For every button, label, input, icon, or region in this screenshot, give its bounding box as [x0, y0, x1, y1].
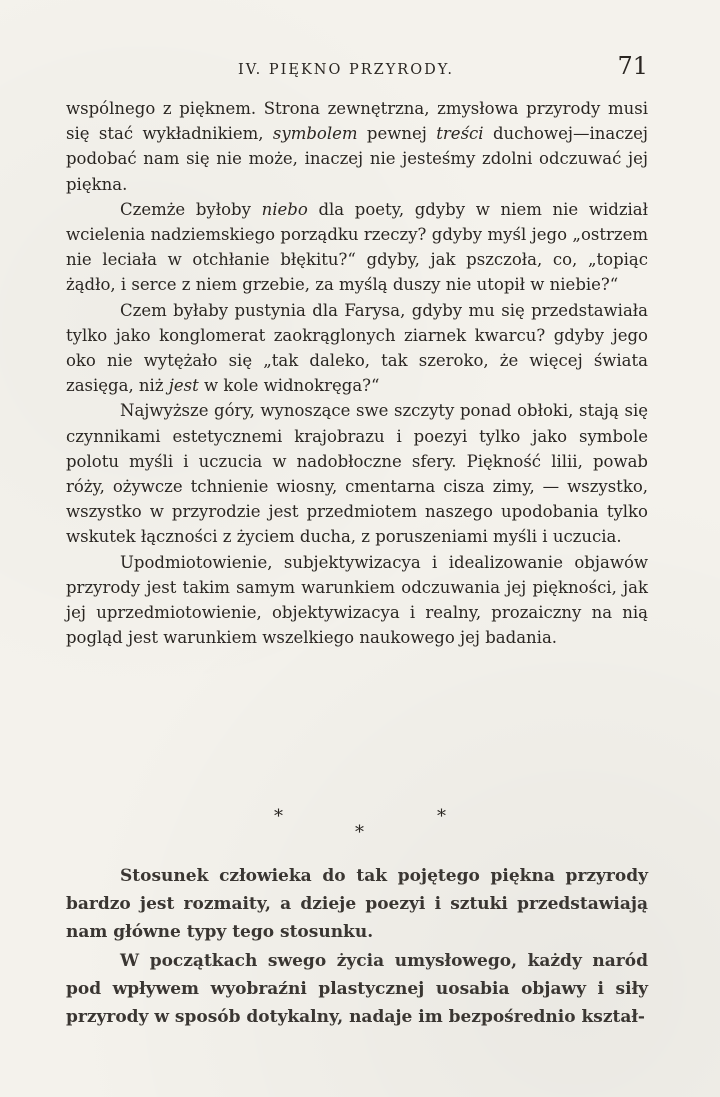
divider-star: * [437, 806, 446, 827]
text-run: Czem byłaby pustynia dla Farysa, gdyby mu się przedstawiała tylko jako konglomerat zaokrąglonych ziarnek kwarcu? gdyby jego oko nie wytężało się „tak daleko, tak szeroko, że więcej świata zasięga, niż [66, 300, 648, 396]
paragraph [66, 298, 648, 399]
text-run: w kole widnokręga?“ [198, 376, 380, 396]
lower-text [66, 862, 648, 1031]
page-number: 71 [617, 52, 648, 80]
paragraph: W początkach swego życia umysłowego, każdy naród pod wpływem wyobraźni plastycznej uosabia objawy i siły przyrody w sposób dotykalny, nadaje im bezpośrednio kształ- [66, 950, 648, 1028]
italic-text: niebo [261, 199, 308, 219]
italic-text: treści [436, 124, 484, 144]
text-run: wspólnego z pięknem. Strona zewnętrzna, zmysłowa przyrody musi się stać wykładnikiem, [66, 99, 648, 144]
text-run: Najwyższe góry, wynoszące swe szczyty ponad obłoki, stają się czynnikami estetycznemi krajobrazu i poezyi tylko jako symbole polotu myśli i uczucia w nadobłoczne sfery. Piękność lilii, powab róży, ożywcze tchnienie wiosny, cmentarna cisza zimy, — wszystko, wszystko w przyrodzie jest przedmiotem naszego upodobania tylko wskutek łączności z życiem ducha, z poruszeniami myśli i uczucia. [66, 401, 648, 547]
divider-star: * [355, 822, 364, 843]
main-text [66, 96, 648, 650]
paragraph [66, 197, 648, 298]
paragraph: Stosunek człowieka do tak pojętego piękna przyrody bardzo jest rozmaity, a dzieje poezyi i sztuki przedstawiają nam główne typy tego stosunku. [66, 866, 648, 943]
text-run: pewnej [357, 124, 437, 144]
paragraph [66, 398, 648, 549]
text-run: dla poety, gdyby w niem nie widział wcielenia nadziemskiego porządku rzeczy? gdyby myśl jego „ostrzem nie leciała w otchłanie błękitu?“ gdyby, jak pszczoła, co, „topiąc żądło, i serce z niem grzebie, za myślą duszy nie utopił w niebie?“ [66, 199, 648, 295]
text-run: Upodmiotowienie, subjektywizacya i idealizowanie objawów przyrody jest takim samym warunkiem odczuwania jej piękności, jak jej uprzedmiotowienie, objektywizacya i realny, prozaiczny na nią pogląd jest warunkiem wszelkiego naukowego jej badania. [66, 552, 648, 648]
paragraph [66, 96, 648, 197]
text-run: duchowej—inaczej podobać nam się nie może, inaczej nie jesteśmy zdolni odczuwać jej piękna. [66, 124, 649, 194]
section-divider [66, 806, 648, 843]
page-header [66, 52, 658, 88]
running-title: IV. PIĘKNO PRZYRODY. [238, 62, 455, 78]
paragraph [66, 550, 648, 651]
divider-star: * [274, 806, 283, 827]
italic-text: jest [168, 376, 199, 396]
italic-text: symbolem [272, 124, 358, 144]
text-run: Czemże byłoby [120, 199, 262, 219]
